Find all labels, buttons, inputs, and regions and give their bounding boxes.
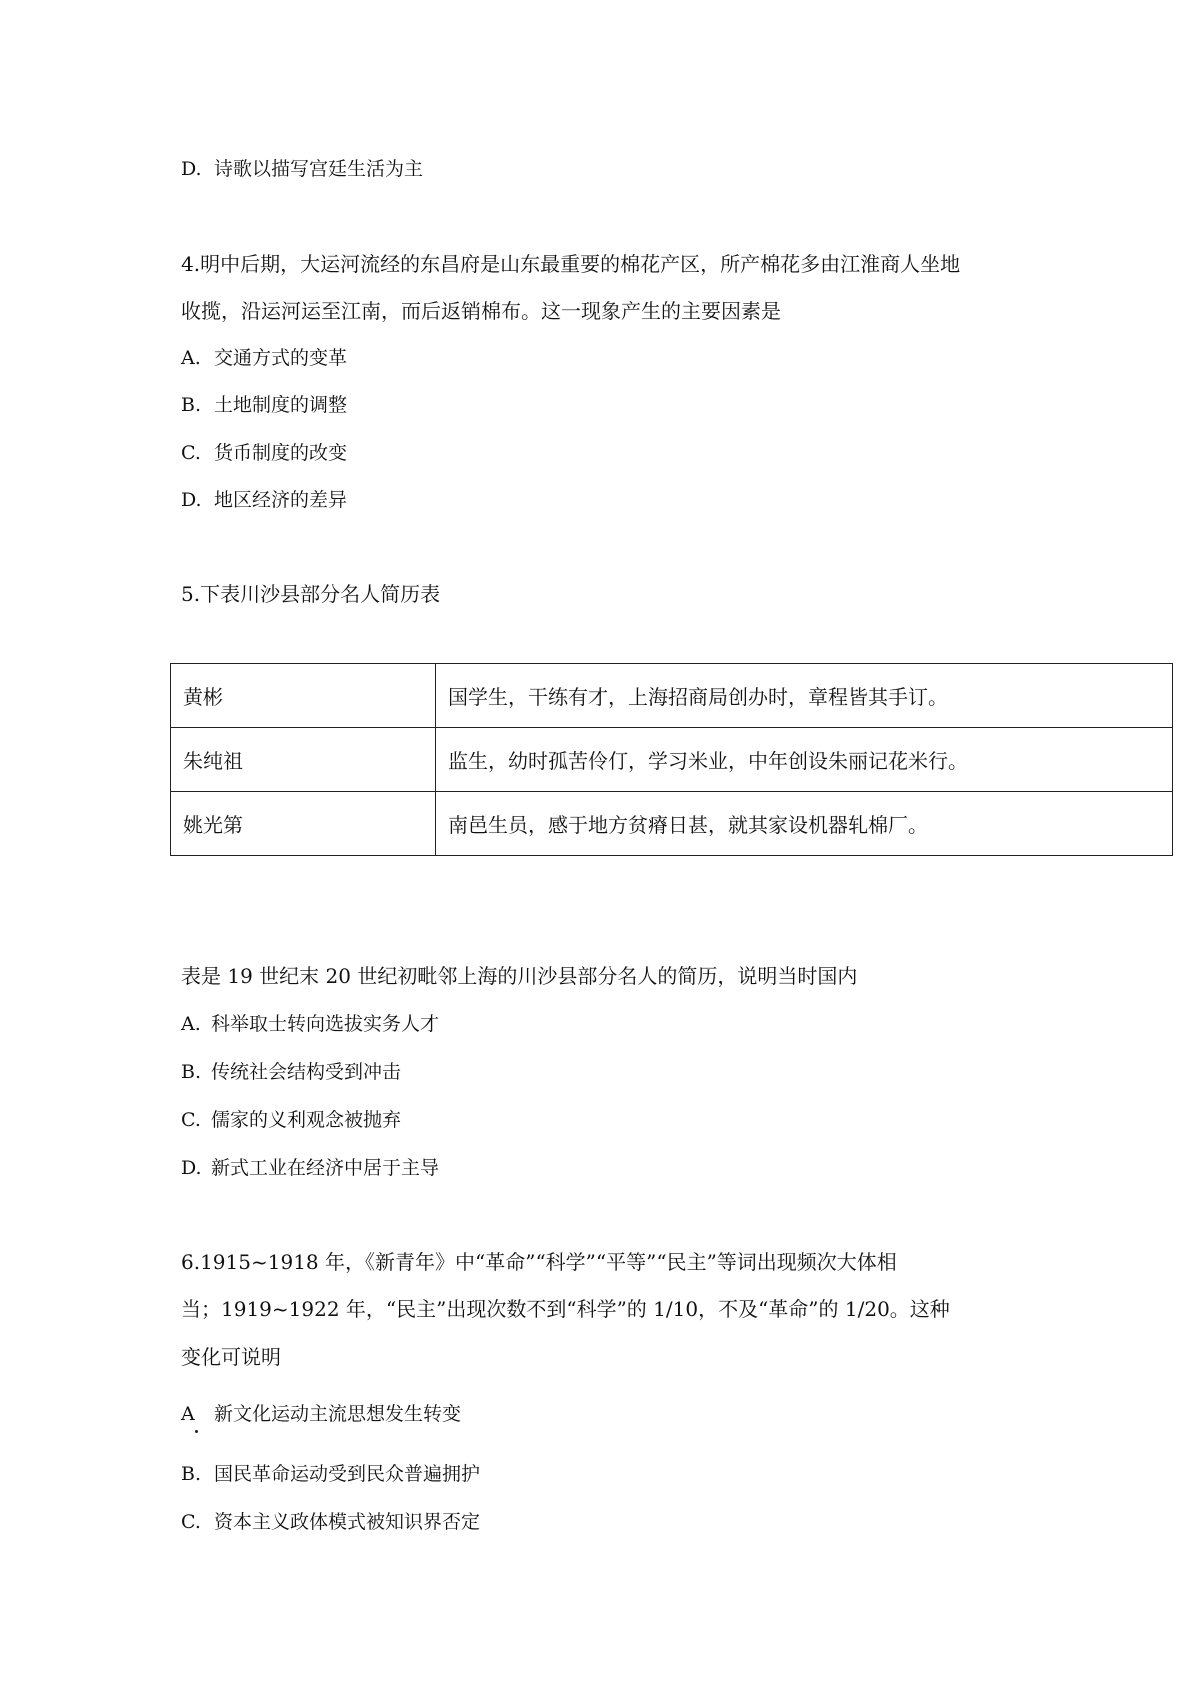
table-cell-bio: 国学生，干练有才，上海招商局创办时，章程皆其手订。: [436, 664, 1173, 728]
q4-option-a: [181, 344, 347, 372]
option-text: 货币制度的改变: [214, 442, 348, 464]
option-text: 土地制度的调整: [214, 394, 348, 416]
option-letter: B.: [181, 394, 202, 416]
q4-stem-line1: 4.明中后期，大运河流经的东昌府是山东最重要的棉花产区，所产棉花多由江淮商人坐地: [181, 252, 961, 276]
option-text: 资本主义政体模式被知识界否定: [214, 1511, 481, 1533]
table-cell-name: 朱纯祖: [171, 728, 436, 792]
q5-stem: 5.下表川沙县部分名人简历表: [181, 582, 441, 606]
option-letter: D.: [181, 489, 202, 511]
q4-option-c: [181, 439, 347, 467]
q6-option-b: [181, 1460, 480, 1488]
table-row: [171, 728, 1173, 792]
q4-stem-line2: 收揽，沿运河运至江南，而后返销棉布。这一现象产生的主要因素是: [181, 299, 781, 323]
table-cell-bio: 监生，幼时孤苦伶仃，学习米业，中年创设朱丽记花米行。: [436, 728, 1173, 792]
table-row: [171, 792, 1173, 856]
option-text: 新文化运动主流思想发生转变: [214, 1403, 462, 1425]
option-letter: D.: [181, 1157, 202, 1179]
q5-option-d: [181, 1154, 439, 1182]
q4-option-b: [181, 391, 347, 419]
q6-stem-line1: 6.1915~1918 年，《新青年》中“革命”“科学”“平等”“民主”等词出现频次大体相: [181, 1250, 897, 1274]
stray-dot-mark: [195, 1430, 198, 1433]
option-letter: B.: [181, 1061, 202, 1083]
option-text: 地区经济的差异: [214, 489, 348, 511]
option-letter: A.: [181, 1013, 201, 1035]
option-text: 国民革命运动受到民众普遍拥护: [214, 1463, 481, 1485]
q5-option-b: [181, 1058, 401, 1086]
q3-option-d: [181, 155, 423, 183]
table-row: [171, 664, 1173, 728]
option-text: 儒家的义利观念被抛弃: [211, 1109, 402, 1131]
option-letter: C.: [181, 1109, 201, 1131]
q6-option-c: [181, 1508, 480, 1536]
option-letter: C.: [181, 442, 201, 464]
option-letter: A.: [181, 347, 201, 369]
table-cell-name: 黄彬: [171, 664, 436, 728]
table-cell-bio: 南邑生员，感于地方贫瘠日甚，就其家设机器轧棉厂。: [436, 792, 1173, 856]
q5-option-c: [181, 1106, 401, 1134]
q6-stem-line2: 当；1919~1922 年，“民主”出现次数不到“科学”的 1/10，不及“革命”的 1/20。这种: [181, 1297, 950, 1321]
q5-question: 表是 19 世纪末 20 世纪初毗邻上海的川沙县部分名人的简历，说明当时国内: [181, 964, 858, 988]
profile-table: [170, 663, 1173, 856]
q6-option-a: [181, 1400, 461, 1428]
q5-option-a: [181, 1010, 439, 1038]
q6-stem-line3: 变化可说明: [181, 1345, 281, 1369]
option-text: 诗歌以描写宫廷生活为主: [214, 158, 424, 180]
option-text: 科举取士转向选拔实务人才: [211, 1013, 440, 1035]
option-text: 交通方式的变革: [214, 347, 348, 369]
option-letter: C.: [181, 1511, 201, 1533]
option-text: 传统社会结构受到冲击: [211, 1061, 402, 1083]
option-letter: A: [181, 1403, 195, 1425]
option-letter: D.: [181, 158, 202, 180]
table-cell-name: 姚光第: [171, 792, 436, 856]
option-letter: B.: [181, 1463, 202, 1485]
q4-option-d: [181, 486, 347, 514]
option-text: 新式工业在经济中居于主导: [211, 1157, 440, 1179]
